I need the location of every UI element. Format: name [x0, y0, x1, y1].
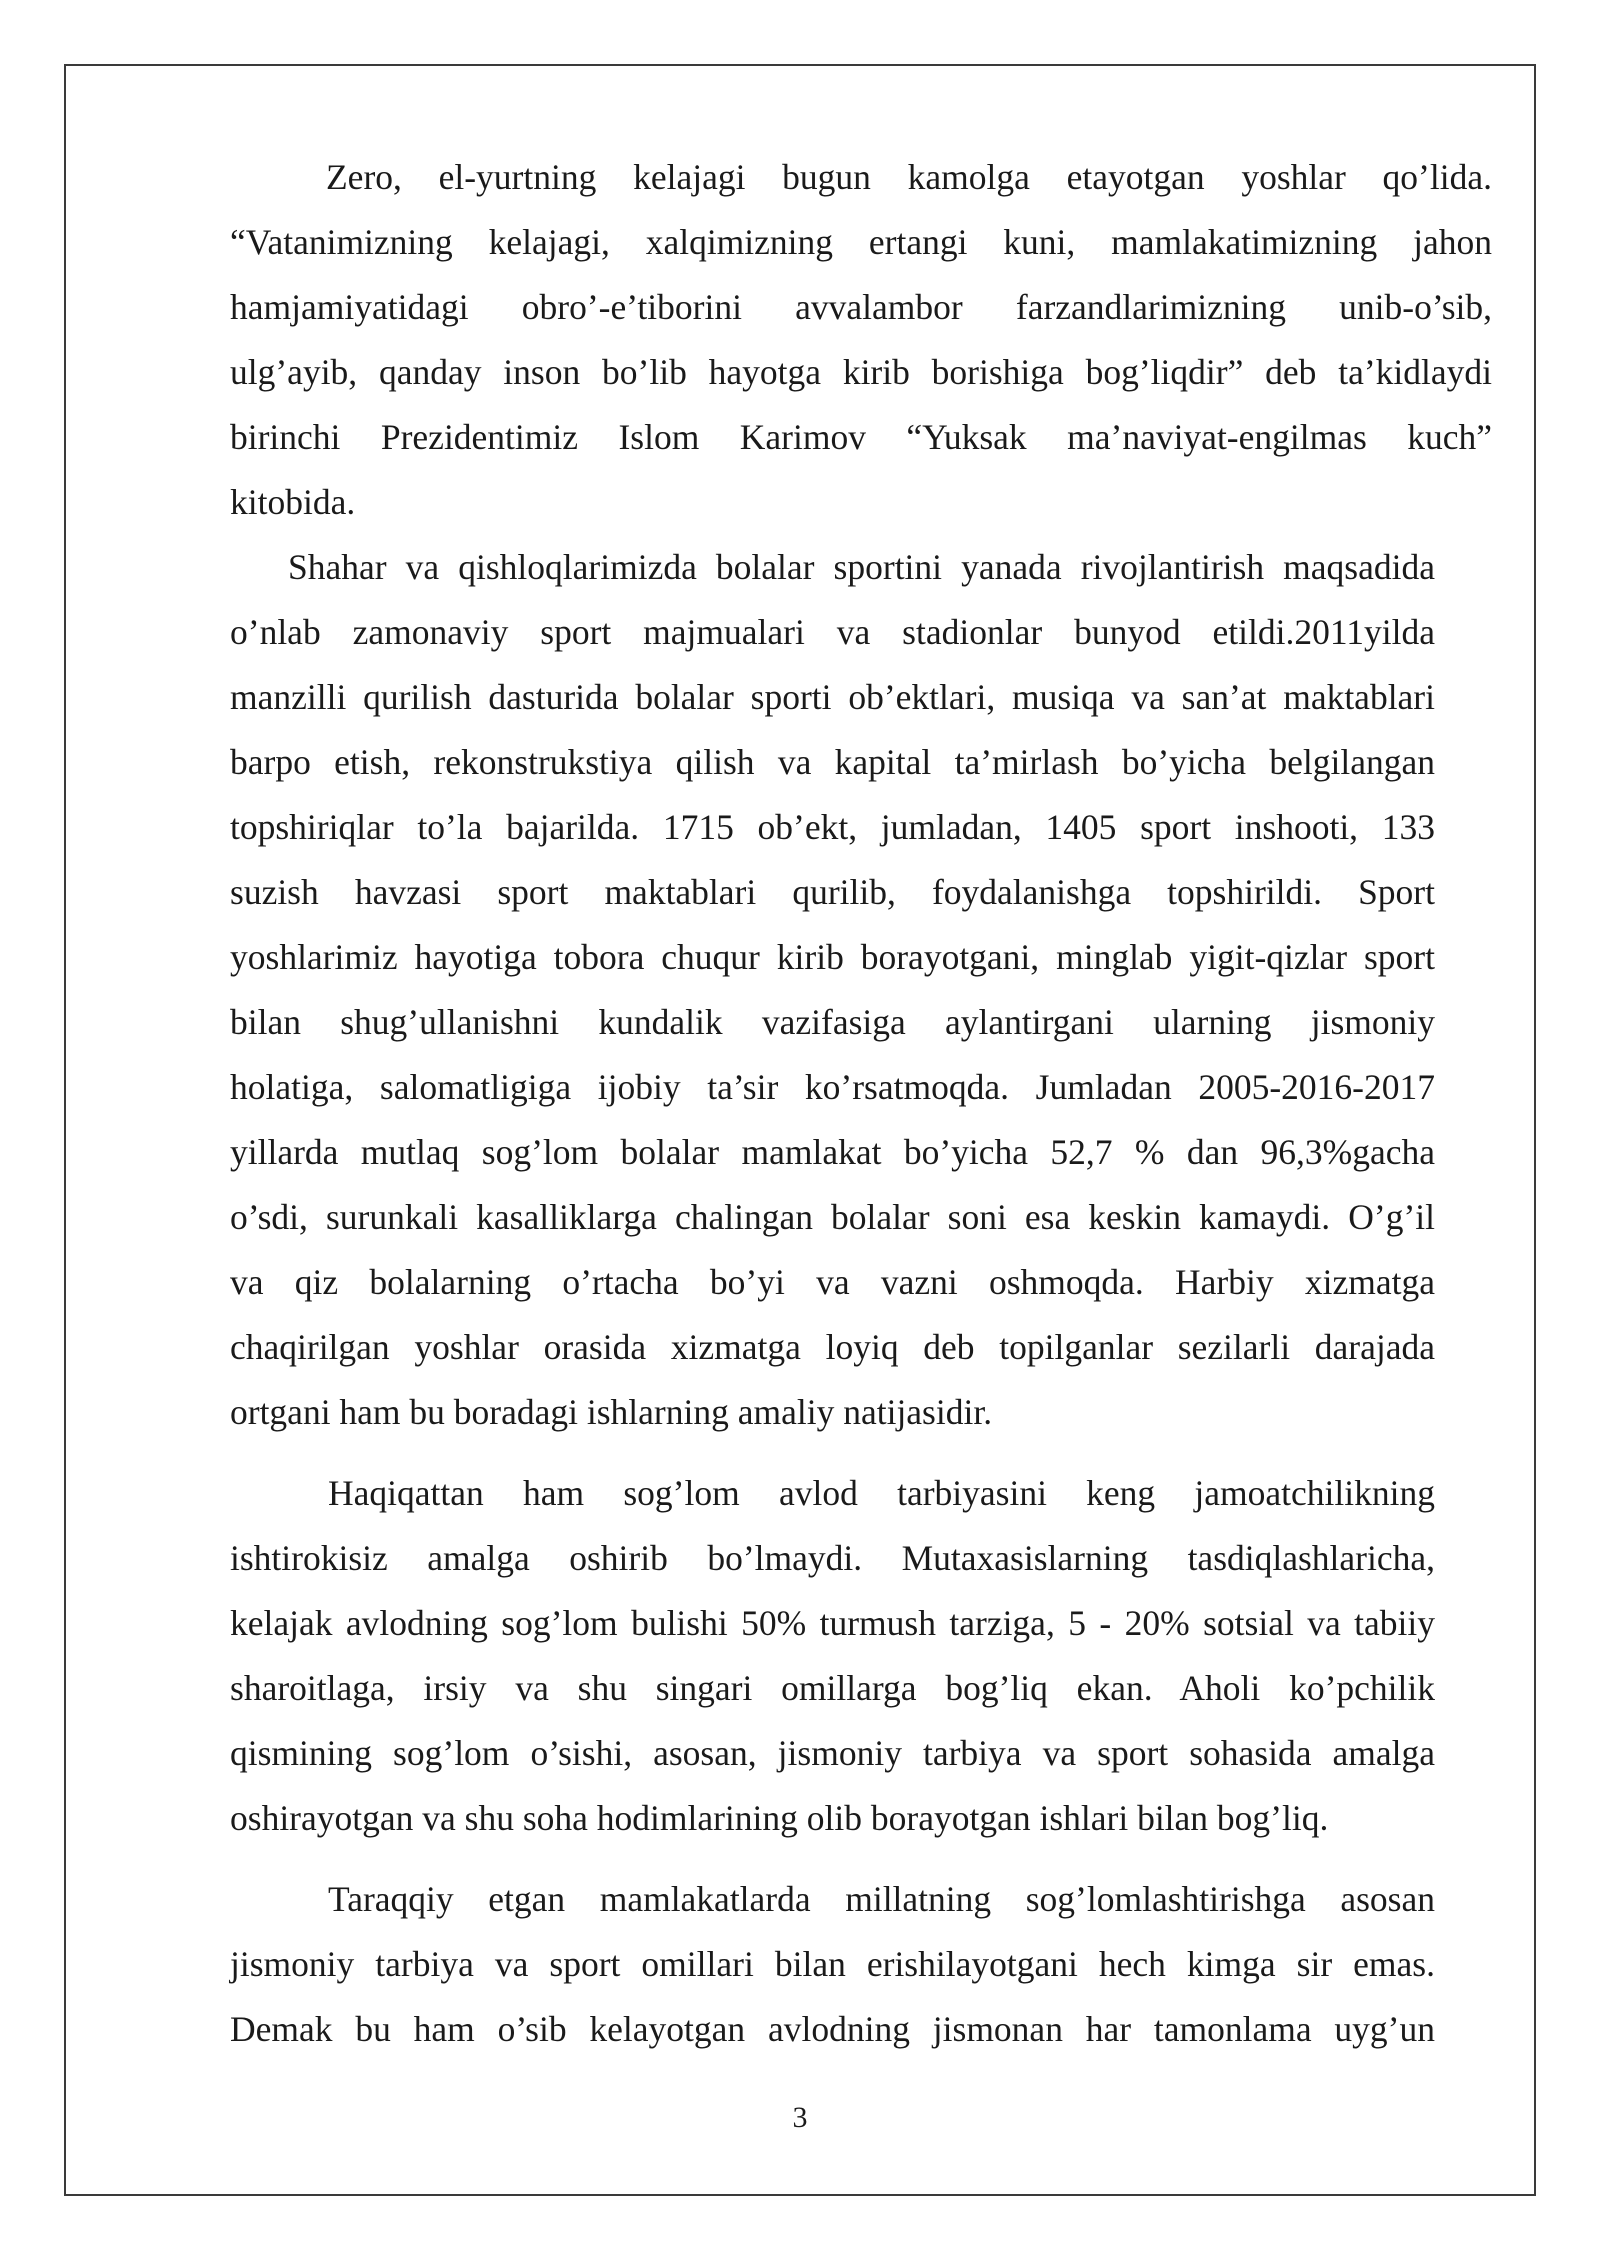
text-line: kelajak avlodning sog’lom bulishi 50% turmush tarziga, 5 - 20% sotsial va tabiiy	[230, 1603, 1435, 1643]
text-line: “Vatanimizning kelajagi, xalqimizning ertangi kuni, mamlakatimizning jahon	[230, 222, 1492, 262]
page-number: 3	[792, 2101, 808, 2134]
text-line: o’sdi, surunkali kasalliklarga chalingan bolalar soni esa keskin kamaydi. O’g’il	[230, 1197, 1435, 1237]
text-line: suzish havzasi sport maktablari qurilib, foydalanishga topshirildi. Sport	[230, 872, 1435, 912]
text-line: Shahar va qishloqlarimizda bolalar sportini yanada rivojlantirish maqsadida	[288, 547, 1435, 587]
text-line: ortgani ham bu boradagi ishlarning amaliy natijasidir.	[230, 1392, 993, 1432]
paragraph-4	[230, 1867, 1435, 2062]
text-line: jismoniy tarbiya va sport omillari bilan erishilayotgani hech kimga sir emas.	[230, 1944, 1435, 1984]
text-line: ulg’ayib, qanday inson bo’lib hayotga kirib borishiga bog’liqdir” deb ta’kidlaydi	[230, 352, 1492, 392]
text-line: Taraqqiy etgan mamlakatlarda millatning sog’lomlashtirishga asosan	[328, 1879, 1435, 1919]
text-line: birinchi Prezidentimiz Islom Karimov “Yuksak ma’naviyat-engilmas kuch”	[230, 417, 1492, 457]
text-line: topshiriqlar to’la bajarilda. 1715 ob’ekt, jumladan, 1405 sport inshooti, 133	[230, 807, 1435, 847]
text-line: yillarda mutlaq sog’lom bolalar mamlakat bo’yicha 52,7 % dan 96,3%gacha	[230, 1132, 1435, 1172]
text-line: Zero, el-yurtning kelajagi bugun kamolga etayotgan yoshlar qo’lida.	[326, 157, 1492, 197]
paragraph-3	[230, 1461, 1435, 1851]
text-line: kitobida.	[230, 482, 356, 522]
text-line: holatiga, salomatligiga ijobiy ta’sir ko’rsatmoqda. Jumladan 2005-2016-2017	[230, 1067, 1435, 1107]
text-line: hamjamiyatidagi obro’-e’tiborini avvalambor farzandlarimizning unib-o’sib,	[230, 287, 1492, 327]
document-body	[230, 145, 1490, 2062]
text-line: barpo etish, rekonstrukstiya qilish va kapital ta’mirlash bo’yicha belgilangan	[230, 742, 1435, 782]
text-line: manzilli qurilish dasturida bolalar sporti ob’ektlari, musiqa va san’at maktablari	[230, 677, 1435, 717]
text-line: yoshlarimiz hayotiga tobora chuqur kirib borayotgani, minglab yigit-qizlar sport	[230, 937, 1435, 977]
text-line: sharoitlaga, irsiy va shu singari omillarga bog’liq ekan. Aholi ko’pchilik	[230, 1668, 1435, 1708]
paragraph-1	[230, 145, 1492, 535]
text-line: qismining sog’lom o’sishi, asosan, jismoniy tarbiya va sport sohasida amalga	[230, 1733, 1435, 1773]
text-line: bilan shug’ullanishni kundalik vazifasiga aylantirgani ularning jismoniy	[230, 1002, 1435, 1042]
text-line: va qiz bolalarning o’rtacha bo’yi va vazni oshmoqda. Harbiy xizmatga	[230, 1262, 1435, 1302]
text-line: o’nlab zamonaviy sport majmualari va stadionlar bunyod etildi.2011yilda	[230, 612, 1435, 652]
text-line: Haqiqattan ham sog’lom avlod tarbiyasini keng jamoatchilikning	[328, 1473, 1435, 1513]
paragraph-2	[230, 535, 1435, 1445]
text-line: ishtirokisiz amalga oshirib bo’lmaydi. Mutaxasislarning tasdiqlashlaricha,	[230, 1538, 1435, 1578]
text-line: oshirayotgan va shu soha hodimlarining olib borayotgan ishlari bilan bog’liq.	[230, 1798, 1329, 1838]
text-line: Demak bu ham o’sib kelayotgan avlodning jismonan har tamonlama uyg’un	[230, 2009, 1435, 2049]
text-line: chaqirilgan yoshlar orasida xizmatga loyiq deb topilganlar sezilarli darajada	[230, 1327, 1435, 1367]
